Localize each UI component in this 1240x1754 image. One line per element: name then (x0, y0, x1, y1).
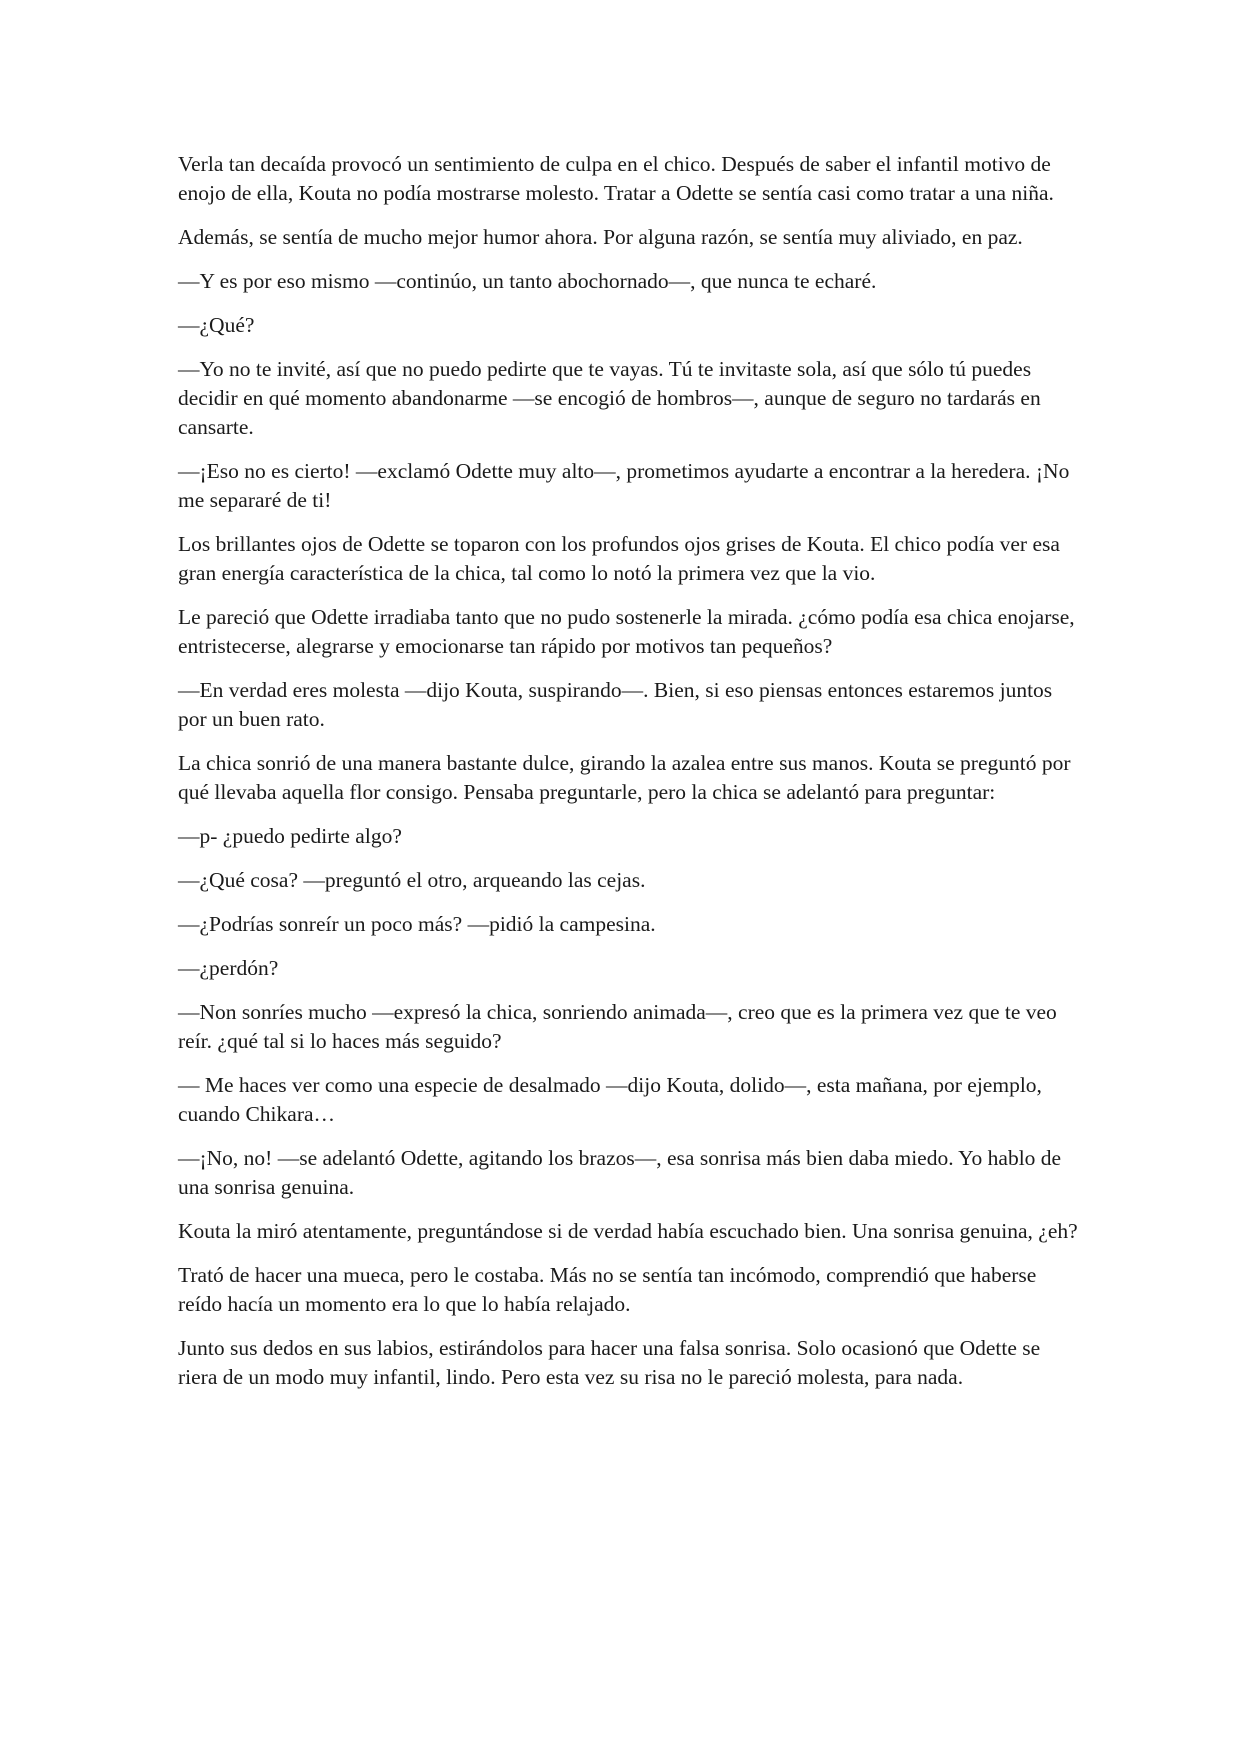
paragraph: Kouta la miró atentamente, preguntándose si de verdad había escuchado bien. Una sonrisa genuina, ¿eh? (178, 1219, 1078, 1243)
paragraph: —¡No, no! —se adelantó Odette, agitando los brazos—, esa sonrisa más bien daba miedo. Yo hablo de una sonrisa genuina. (178, 1146, 1062, 1199)
paragraph: Además, se sentía de mucho mejor humor ahora. Por alguna razón, se sentía muy aliviado, en paz. (178, 225, 1023, 249)
paragraph: Verla tan decaída provocó un sentimiento de culpa en el chico. Después de saber el infantil motivo de enojo de ella, Kouta no podía mostrarse molesto. Tratar a Odette se sentía casi como tratar a una niña. (178, 152, 1054, 205)
paragraph: —¿Qué? (178, 313, 255, 337)
paragraph: —¿perdón? (178, 956, 279, 980)
paragraph: —Yo no te invité, así que no puedo pedirte que te vayas. Tú te invitaste sola, así que sólo tú puedes decidir en qué momento abandonarme —se encogió de hombros—, aunque de seguro no tardarás en cansarte. (178, 357, 1041, 439)
paragraph: La chica sonrió de una manera bastante dulce, girando la azalea entre sus manos. Kouta se preguntó por qué llevaba aquella flor consigo. Pensaba preguntarle, pero la chica se adelantó para preguntar: (178, 751, 1071, 804)
body-text (178, 150, 1078, 1407)
paragraph: —¿Qué cosa? —preguntó el otro, arqueando las cejas. (178, 868, 646, 892)
paragraph: — Me haces ver como una especie de desalmado —dijo Kouta, dolido—, esta mañana, por ejemplo, cuando Chikara… (178, 1073, 1042, 1126)
paragraph: Junto sus dedos en sus labios, estirándolos para hacer una falsa sonrisa. Solo ocasionó que Odette se riera de un modo muy infantil, lindo. Pero esta vez su risa no le pareció molesta, para nada. (178, 1336, 1041, 1389)
paragraph: —Y es por eso mismo —continúo, un tanto abochornado—, que nunca te echaré. (178, 269, 877, 293)
paragraph: Trató de hacer una mueca, pero le costaba. Más no se sentía tan incómodo, comprendió que haberse reído hacía un momento era lo que lo había relajado. (178, 1263, 1037, 1316)
paragraph: —¿Podrías sonreír un poco más? —pidió la campesina. (178, 912, 656, 936)
paragraph: —¡Eso no es cierto! —exclamó Odette muy alto—, prometimos ayudarte a encontrar a la heredera. ¡No me separaré de ti! (178, 459, 1070, 512)
paragraph: —En verdad eres molesta —dijo Kouta, suspirando—. Bien, si eso piensas entonces estaremos juntos por un buen rato. (178, 678, 1053, 731)
paragraph: —p- ¿puedo pedirte algo? (178, 824, 402, 848)
paragraph: —Non sonríes mucho —expresó la chica, sonriendo animada—, creo que es la primera vez que te veo reír. ¿qué tal si lo haces más seguido? (178, 1000, 1057, 1053)
paragraph: Los brillantes ojos de Odette se toparon con los profundos ojos grises de Kouta. El chico podía ver esa gran energía característica de la chica, tal como lo notó la primera vez que la vio. (178, 532, 1060, 585)
paragraph: Le pareció que Odette irradiaba tanto que no pudo sostenerle la mirada. ¿cómo podía esa chica enojarse, entristecerse, alegrarse y emocionarse tan rápido por motivos tan pequeños? (178, 605, 1075, 658)
